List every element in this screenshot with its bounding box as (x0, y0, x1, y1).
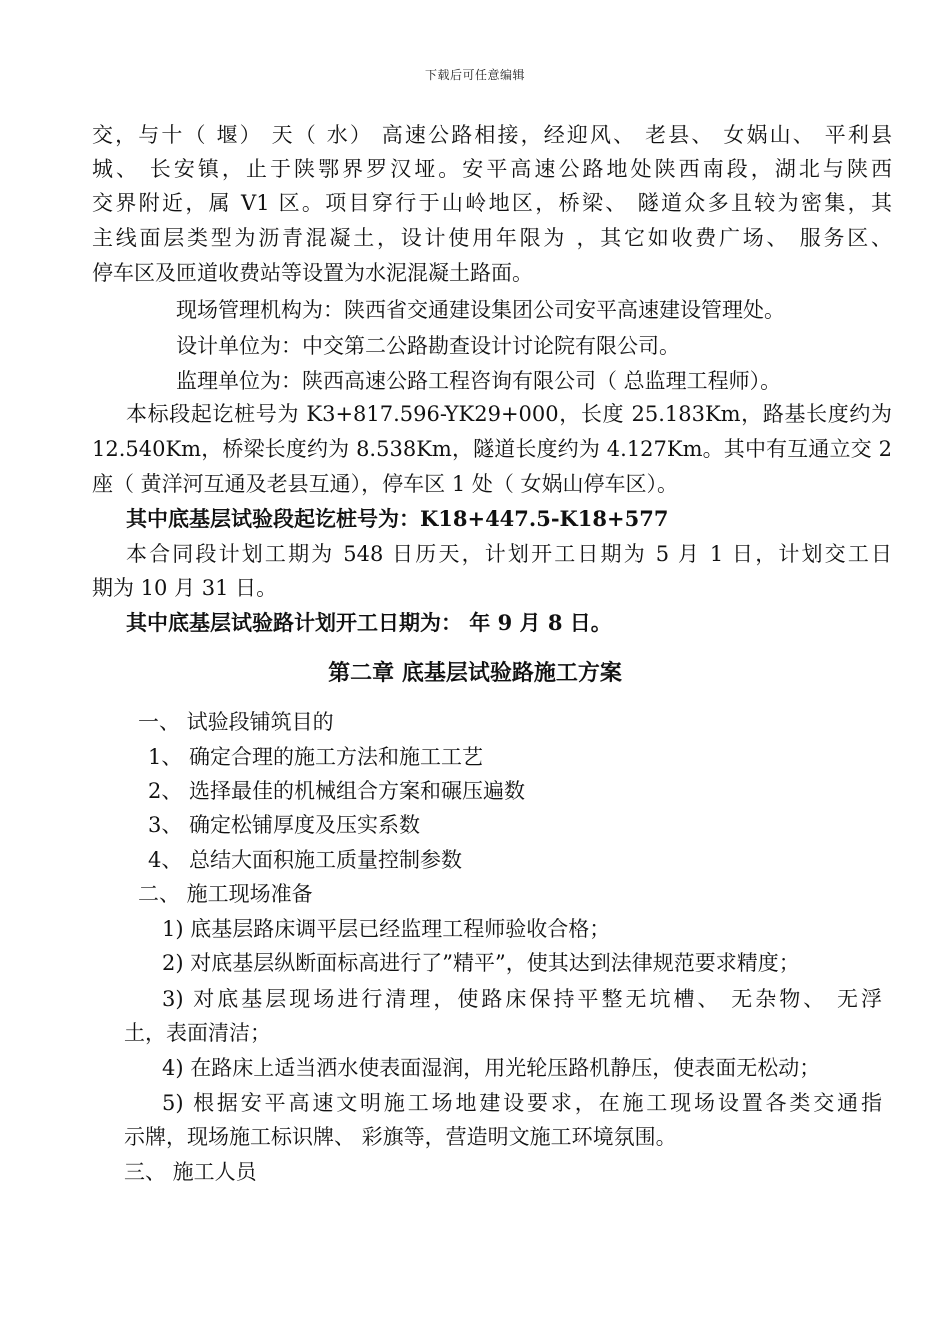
list-item: 4) 在路床上适当洒水使表面湿润，用光轮压路机静压，使表面无松动； (162, 1056, 821, 1080)
design-unit-line: 设计单位为：中交第二公路勘查设计讨论院有限公司。 (176, 334, 680, 358)
trial-start-date: 其中底基层试验路计划开工日期为： 年 9 月 8 日。 (126, 610, 612, 635)
list-item: 2、 选择最佳的机械组合方案和碾压遍数 (148, 779, 526, 803)
section-range-line: 本标段起讫桩号为 K3+817.596-YK29+000，长度 25.183Km，路基长度约为 (126, 402, 892, 426)
paragraph-line: 交，与十（ 堰） 天（ 水） 高速公路相接，经迎风、 老县、 女娲山、 平利县 (92, 123, 892, 147)
page-header: 下载后可任意编辑 (424, 68, 525, 82)
management-line: 现场管理机构为：陕西省交通建设集团公司安平高速建设管理处。 (176, 298, 785, 322)
list-item: 5) 根据安平高速文明施工场地建设要求，在施工现场设置各类交通指 (162, 1091, 882, 1115)
list-item: 1) 底基层路床调平层已经监理工程师验收合格； (162, 917, 611, 941)
list-item: 1、 确定合理的施工方法和施工工艺 (148, 745, 484, 769)
section-range-line: 12.540Km，桥梁长度约为 8.538Km，隧道长度约为 4.127Km。其中有互通立交 2 (92, 437, 892, 461)
trial-section-range: 其中底基层试验段起讫桩号为：K18+447.5-K18+577 (126, 506, 669, 531)
supervision-unit-line: 监理单位为：陕西高速公路工程咨询有限公司（ 总监理工程师）。 (176, 369, 782, 393)
section-heading: 二、 施工现场准备 (138, 882, 313, 906)
list-item: 4、 总结大面积施工质量控制参数 (148, 848, 463, 872)
list-item: 3、 确定松铺厚度及压实系数 (148, 813, 421, 837)
paragraph-line: 城、 长安镇，止于陕鄂界罗汉垭。安平高速公路地处陕西南段，湖北与陕西 (92, 157, 892, 181)
paragraph-line: 主线面层类型为沥青混凝土，设计使用年限为 ，其它如收费广场、 服务区、 (92, 226, 892, 250)
list-item: 3) 对底基层现场进行清理，使路床保持平整无坑槽、 无杂物、 无浮 (162, 987, 882, 1011)
list-item-continuation: 示牌，现场施工标识牌、 彩旗等，营造明文施工环境氛围。 (124, 1125, 677, 1149)
section-heading: 一、 试验段铺筑目的 (138, 710, 334, 734)
paragraph-line: 交界附近，属 V1 区。项目穿行于山岭地区，桥梁、 隧道众多且较为密集，其 (92, 191, 892, 215)
list-item-continuation: 土，表面清洁； (124, 1021, 271, 1045)
list-item: 2) 对底基层纵断面标高进行了”精平”，使其达到法律规范要求精度； (162, 951, 800, 975)
paragraph-line: 停车区及匝道收费站等设置为水泥混凝土路面。 (92, 261, 533, 285)
schedule-line: 期为 10 月 31 日。 (92, 576, 278, 600)
section-heading: 三、 施工人员 (124, 1160, 257, 1184)
schedule-line: 本合同段计划工期为 548 日历天，计划开工日期为 5 月 1 日，计划交工日 (126, 542, 892, 566)
section-range-line: 座（ 黄洋河互通及老县互通），停车区 1 处（ 女娲山停车区）。 (92, 472, 679, 496)
chapter-title: 第二章 底基层试验路施工方案 (328, 660, 622, 686)
